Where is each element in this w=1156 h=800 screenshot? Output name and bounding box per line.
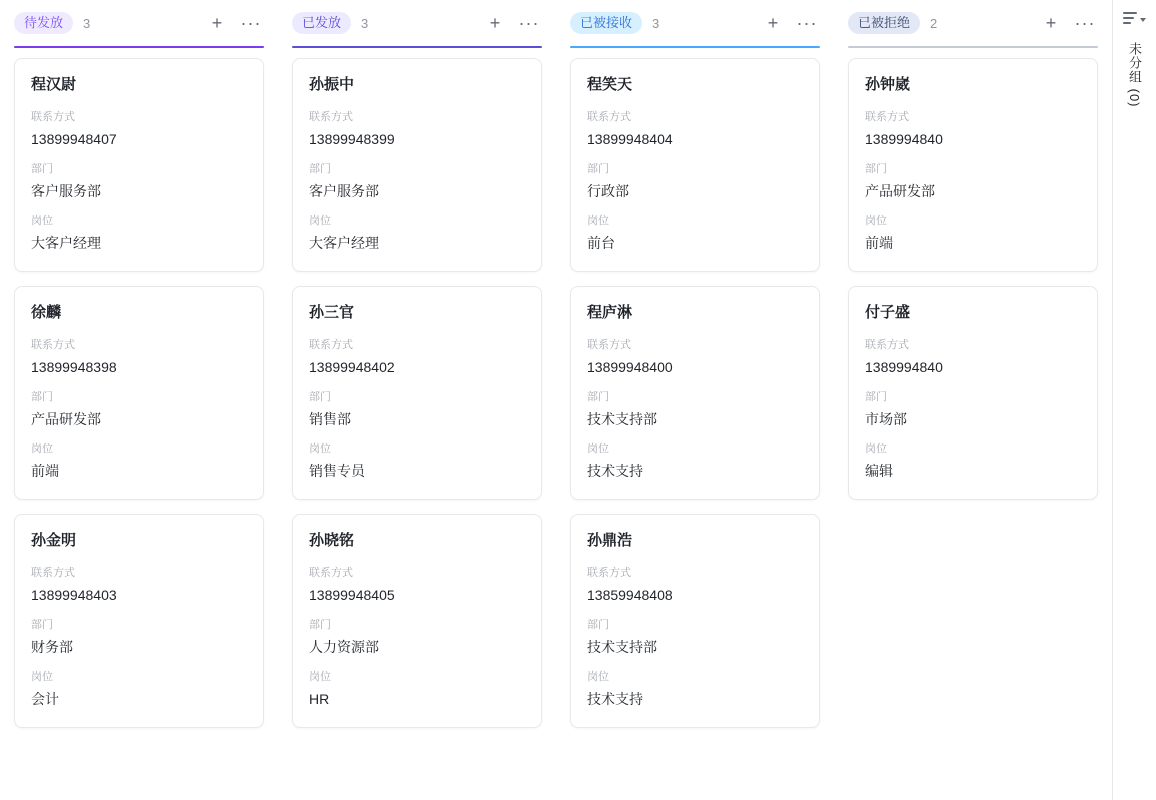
card-field-label: 岗位 <box>309 215 331 227</box>
card-field <box>309 337 525 377</box>
column-header <box>14 0 264 46</box>
card-field-value: 13899948398 <box>31 359 117 375</box>
card-field-value: HR <box>309 691 330 707</box>
kanban-card[interactable] <box>292 58 542 272</box>
card-field-label: 部门 <box>587 619 609 631</box>
card-field <box>309 669 525 709</box>
kanban-card[interactable] <box>292 286 542 500</box>
kanban-column-pending <box>0 0 278 800</box>
card-field-value: 财务部 <box>31 639 73 655</box>
kanban-card[interactable] <box>14 514 264 728</box>
card-field <box>865 337 1081 377</box>
card-field-label: 联系方式 <box>309 339 353 351</box>
list-menu-icon[interactable] <box>1123 12 1146 24</box>
plus-icon[interactable]: + <box>1045 13 1057 33</box>
card-field-label: 联系方式 <box>309 567 353 579</box>
card-field <box>865 441 1081 481</box>
card-field-value: 销售专员 <box>309 463 365 479</box>
card-field-value: 13899948399 <box>309 131 395 147</box>
card-field-label: 联系方式 <box>587 339 631 351</box>
card-field-value: 13899948400 <box>587 359 673 375</box>
card-field-value: 编辑 <box>865 463 893 479</box>
card-field-value: 技术支持部 <box>587 639 657 655</box>
card-title: 程庐淋 <box>587 304 633 321</box>
kanban-card[interactable] <box>14 58 264 272</box>
card-field-value: 人力资源部 <box>309 639 379 655</box>
card-field-value: 1389994840 <box>865 131 943 147</box>
card-field-value: 13899948402 <box>309 359 395 375</box>
card-field-value: 13859948408 <box>587 587 673 603</box>
card-field-label: 联系方式 <box>865 339 909 351</box>
card-field <box>865 161 1081 201</box>
card-field-label: 部门 <box>309 163 331 175</box>
card-field-label: 岗位 <box>587 443 609 455</box>
card-field-label: 部门 <box>309 391 331 403</box>
card-field-label: 联系方式 <box>587 111 631 123</box>
card-field <box>31 617 247 657</box>
column-count: 3 <box>361 15 369 31</box>
column-count: 3 <box>83 15 91 31</box>
card-field <box>587 109 803 149</box>
card-field <box>587 213 803 253</box>
more-icon[interactable]: ··· <box>518 13 540 33</box>
kanban-column-issued <box>278 0 556 800</box>
card-field-value: 13899948404 <box>587 131 673 147</box>
column-underline <box>14 46 264 48</box>
card-field-value: 前端 <box>31 463 59 479</box>
card-field-value: 产品研发部 <box>865 183 935 199</box>
card-field-label: 岗位 <box>309 671 331 683</box>
card-field <box>31 109 247 149</box>
card-field-label: 联系方式 <box>31 567 75 579</box>
plus-icon[interactable]: + <box>489 13 501 33</box>
column-header <box>848 0 1098 46</box>
chevron-down-icon <box>1140 18 1146 22</box>
column-cards <box>14 58 264 728</box>
card-field <box>865 109 1081 149</box>
card-field-label: 部门 <box>31 163 53 175</box>
card-field-label: 岗位 <box>31 443 53 455</box>
plus-icon[interactable]: + <box>211 13 223 33</box>
card-field-label: 岗位 <box>31 215 53 227</box>
card-field <box>309 565 525 605</box>
card-field <box>309 213 525 253</box>
card-field <box>587 389 803 429</box>
column-underline <box>292 46 542 48</box>
card-field-label: 部门 <box>865 163 887 175</box>
card-field-value: 大客户经理 <box>309 235 379 251</box>
kanban-card[interactable] <box>570 58 820 272</box>
card-title: 孙振中 <box>309 76 355 93</box>
card-field-label: 部门 <box>587 391 609 403</box>
card-field <box>587 565 803 605</box>
card-field-value: 产品研发部 <box>31 411 101 427</box>
card-field <box>31 565 247 605</box>
card-field-label: 岗位 <box>309 443 331 455</box>
column-status-tag: 待发放 <box>14 12 73 34</box>
card-title: 付子盛 <box>865 304 911 321</box>
card-field-value: 13899948403 <box>31 587 117 603</box>
card-field-value: 前台 <box>587 235 615 251</box>
card-field-value: 会计 <box>31 691 59 707</box>
card-title: 孙钟崴 <box>865 76 911 93</box>
list-icon-bars <box>1123 12 1137 24</box>
right-rail <box>1112 0 1156 800</box>
card-field-value: 13899948405 <box>309 587 395 603</box>
column-cards <box>292 58 542 728</box>
card-field-label: 部门 <box>865 391 887 403</box>
kanban-card[interactable] <box>570 286 820 500</box>
ungrouped-label[interactable]: 未分组 (0) <box>1127 42 1142 108</box>
card-title: 程笑天 <box>587 76 633 93</box>
card-field-value: 客户服务部 <box>309 183 379 199</box>
card-field <box>587 337 803 377</box>
card-title: 徐麟 <box>31 304 62 321</box>
kanban-card[interactable] <box>848 286 1098 500</box>
card-field-label: 岗位 <box>865 443 887 455</box>
column-actions <box>764 14 816 32</box>
card-field <box>865 213 1081 253</box>
column-cards <box>570 58 820 728</box>
card-field <box>587 161 803 201</box>
card-field-label: 岗位 <box>31 671 53 683</box>
column-header <box>292 0 542 46</box>
card-field-value: 技术支持部 <box>587 411 657 427</box>
card-field-value: 大客户经理 <box>31 235 101 251</box>
card-field <box>31 441 247 481</box>
card-field-value: 前端 <box>865 235 893 251</box>
card-field-label: 岗位 <box>587 215 609 227</box>
column-underline <box>570 46 820 48</box>
card-field <box>587 441 803 481</box>
card-title: 孙三官 <box>309 304 355 321</box>
card-title: 孙金明 <box>31 532 77 549</box>
card-field-value: 1389994840 <box>865 359 943 375</box>
card-field <box>31 389 247 429</box>
column-count: 3 <box>652 15 660 31</box>
column-actions <box>208 14 260 32</box>
kanban-card[interactable] <box>292 514 542 728</box>
plus-icon[interactable]: + <box>767 13 779 33</box>
card-field-value: 销售部 <box>309 411 351 427</box>
kanban-card[interactable] <box>848 58 1098 272</box>
card-field <box>309 389 525 429</box>
card-field-value: 技术支持 <box>587 463 643 479</box>
card-field-value: 客户服务部 <box>31 183 101 199</box>
card-field <box>865 389 1081 429</box>
column-underline <box>848 46 1098 48</box>
card-title: 程汉尉 <box>31 76 77 93</box>
column-count: 2 <box>930 15 938 31</box>
kanban-card[interactable] <box>570 514 820 728</box>
column-status-tag: 已发放 <box>292 12 351 34</box>
card-field <box>309 161 525 201</box>
card-field-label: 部门 <box>587 163 609 175</box>
card-field-value: 13899948407 <box>31 131 117 147</box>
card-field-label: 联系方式 <box>865 111 909 123</box>
card-field <box>31 161 247 201</box>
kanban-column-rejected <box>834 0 1112 800</box>
column-actions <box>486 14 538 32</box>
column-status-tag: 已被接收 <box>570 12 642 34</box>
kanban-column-accepted <box>556 0 834 800</box>
more-icon[interactable]: ··· <box>1074 13 1096 33</box>
card-field <box>31 669 247 709</box>
card-field <box>309 441 525 481</box>
card-field <box>309 617 525 657</box>
card-field-value: 技术支持 <box>587 691 643 707</box>
column-cards <box>848 58 1098 500</box>
more-icon[interactable]: ··· <box>240 13 262 33</box>
column-actions <box>1042 14 1094 32</box>
card-field <box>309 109 525 149</box>
column-status-tag: 已被拒绝 <box>848 12 920 34</box>
kanban-card[interactable] <box>14 286 264 500</box>
card-field-value: 行政部 <box>587 183 629 199</box>
card-field-label: 联系方式 <box>309 111 353 123</box>
card-field <box>31 213 247 253</box>
column-header <box>570 0 820 46</box>
card-field-label: 部门 <box>309 619 331 631</box>
card-field-label: 岗位 <box>587 671 609 683</box>
card-title: 孙晓铭 <box>309 532 355 549</box>
card-field-label: 部门 <box>31 619 53 631</box>
more-icon[interactable]: ··· <box>796 13 818 33</box>
card-title: 孙鼎浩 <box>587 532 633 549</box>
card-field <box>587 669 803 709</box>
card-field-label: 部门 <box>31 391 53 403</box>
card-field-label: 联系方式 <box>31 111 75 123</box>
card-field <box>31 337 247 377</box>
card-field-label: 联系方式 <box>31 339 75 351</box>
card-field-label: 联系方式 <box>587 567 631 579</box>
card-field-label: 岗位 <box>865 215 887 227</box>
card-field-value: 市场部 <box>865 411 907 427</box>
card-field <box>587 617 803 657</box>
